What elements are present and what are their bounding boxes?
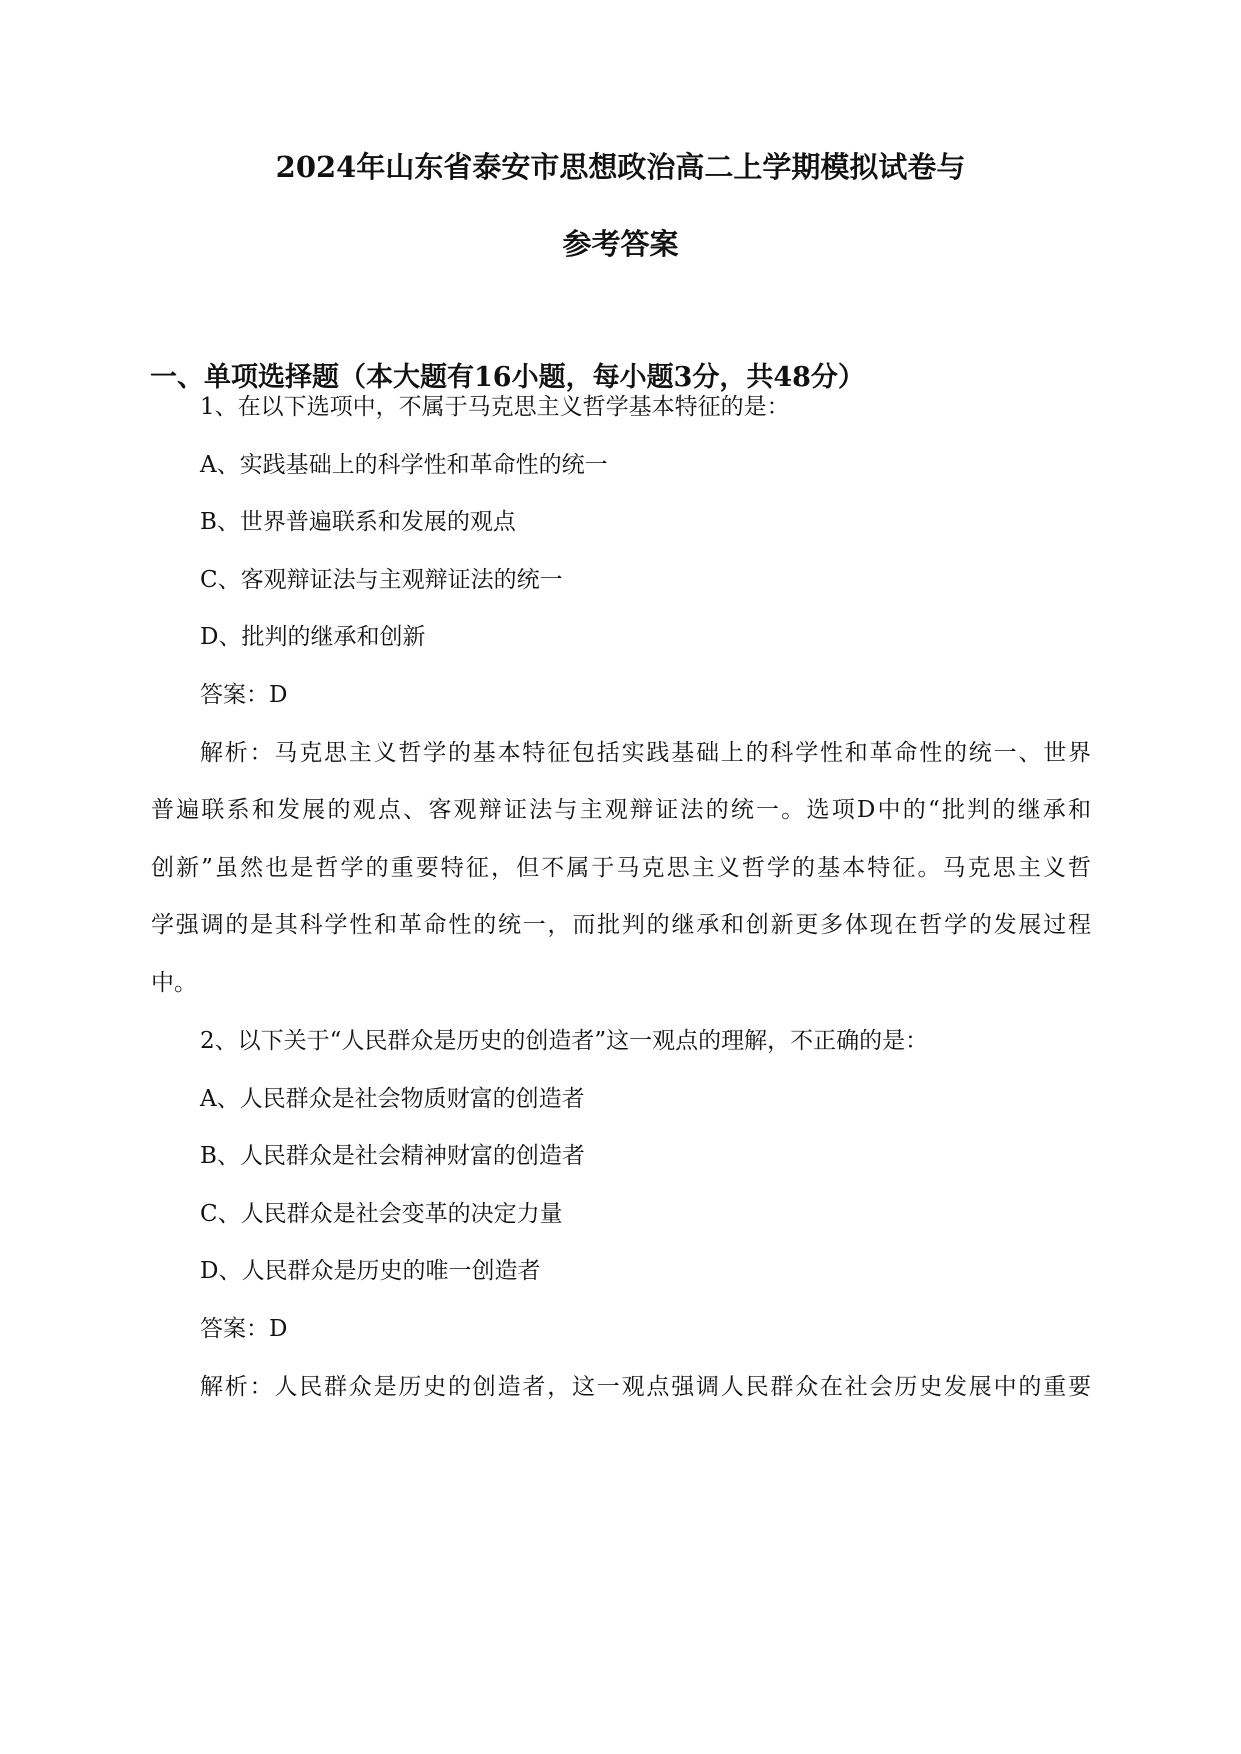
question-2-option-c: C、人民群众是社会变革的决定力量 <box>200 1201 563 1227</box>
question-2-stem: 2、以下关于“人民群众是历史的创造者”这一观点的理解，不正确的是： <box>200 1028 929 1054</box>
question-1-option-a: A、实践基础上的科学性和革命性的统一 <box>200 452 608 478</box>
question-2-option-d: D、人民群众是历史的唯一创造者 <box>200 1258 541 1284</box>
question-1-stem: 1、在以下选项中，不属于马克思主义哲学基本特征的是： <box>200 394 790 420</box>
question-1-explanation-line-5: 中。 <box>151 970 197 996</box>
question-2-explanation-line-1: 解析：人民群众是历史的创造者，这一观点强调人民群众在社会历史发展中的重要 <box>200 1374 1091 1400</box>
question-1-explanation-line-4: 学强调的是其科学性和革命性的统一，而批判的继承和创新更多体现在哲学的发展过程 <box>151 912 1091 938</box>
question-1-answer: 答案：D <box>200 682 288 708</box>
question-1-option-d: D、批判的继承和创新 <box>200 624 426 650</box>
question-1-option-b: B、世界普遍联系和发展的观点 <box>200 509 516 535</box>
document-title-line-1: 2024年山东省泰安市思想政治高二上学期模拟试卷与 <box>275 150 966 184</box>
question-1-explanation-line-2: 普遍联系和发展的观点、客观辩证法与主观辩证法的统一。选项D中的“批判的继承和 <box>151 797 1091 823</box>
question-2-option-b: B、人民群众是社会精神财富的创造者 <box>200 1143 585 1169</box>
question-2-answer: 答案：D <box>200 1316 288 1342</box>
question-1-option-c: C、客观辩证法与主观辩证法的统一 <box>200 567 563 593</box>
question-1-explanation-line-3: 创新”虽然也是哲学的重要特征，但不属于马克思主义哲学的基本特征。马克思主义哲 <box>151 855 1091 881</box>
question-2-option-a: A、人民群众是社会物质财富的创造者 <box>200 1086 585 1112</box>
section-heading: 一、单项选择题（本大题有16小题，每小题3分，共48分） <box>150 362 865 393</box>
question-1-explanation-line-1: 解析：马克思主义哲学的基本特征包括实践基础上的科学性和革命性的统一、世界 <box>200 740 1091 766</box>
document-title-line-2: 参考答案 <box>562 227 679 261</box>
